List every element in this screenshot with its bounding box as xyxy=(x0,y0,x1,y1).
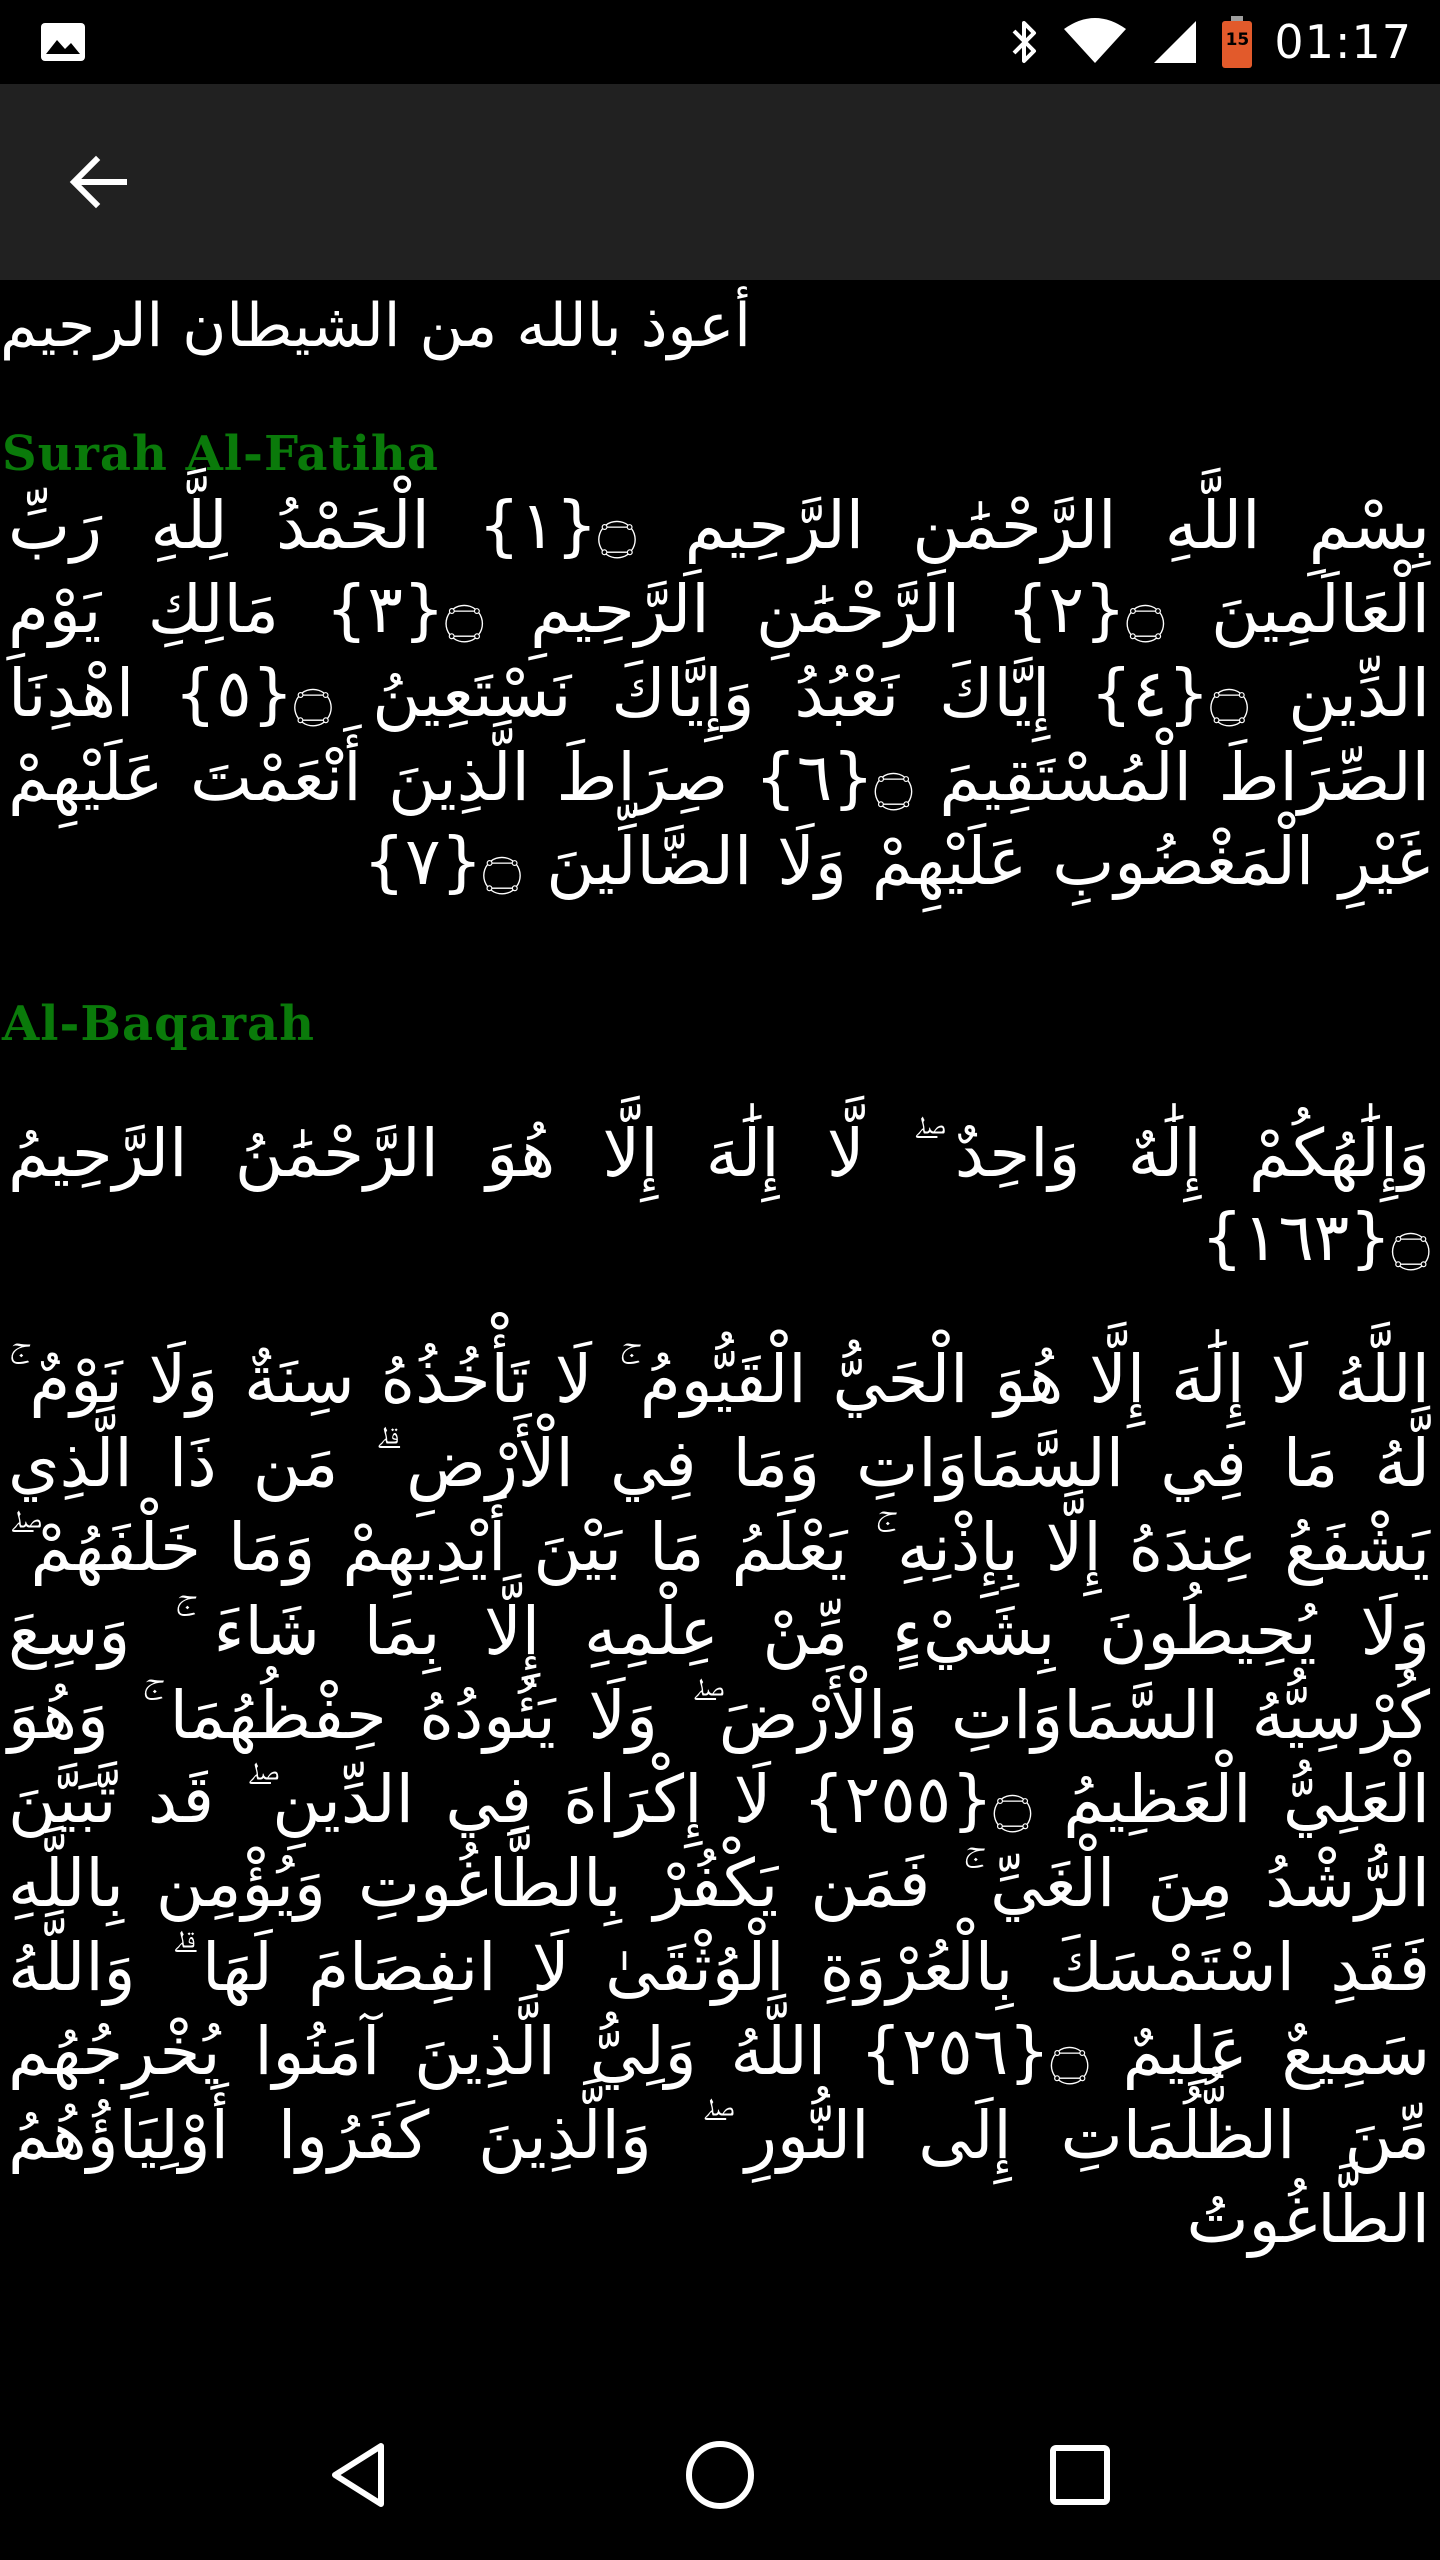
wifi-icon xyxy=(1062,17,1128,67)
nav-back-triangle-icon xyxy=(325,2440,395,2510)
status-bar xyxy=(0,0,1440,84)
bluetooth-icon xyxy=(1010,17,1040,67)
status-icons xyxy=(1010,0,1412,84)
image-icon xyxy=(40,22,86,62)
battery-level: 15 xyxy=(1225,30,1250,50)
battery-icon xyxy=(1222,16,1252,68)
cellular-signal-icon xyxy=(1150,17,1200,67)
back-button[interactable] xyxy=(52,136,144,228)
verse-block-baqarah-163: وَإِلَٰهُكُمْ إِلَٰهٌ وَاحِدٌ ۖ لَّا إِلَٰهَ إِلَّا هُوَ الرَّحْمَٰنُ الرَّحِيمُ ۝{١٦٣} xyxy=(8,1115,1430,1276)
taawwudh-text: أعوذ بالله من الشيطان الرجيم xyxy=(0,291,751,361)
status-time: 01:17 xyxy=(1274,15,1412,69)
arrow-back-icon xyxy=(66,150,130,214)
surah-title-baqarah: Al-Baqarah xyxy=(2,996,316,1052)
navigation-bar xyxy=(0,2390,1440,2560)
nav-back-button[interactable] xyxy=(310,2425,410,2525)
verse-block-baqarah-255: اللَّهُ لَا إِلَٰهَ إِلَّا هُوَ الْحَيُّ الْقَيُّومُ ۚ لَا تَأْخُذُهُ سِنَةٌ وَلَا نَوْمٌ ۚ لَّهُ مَا فِي السَّمَاوَاتِ وَمَا فِي الْأَرْضِ ۗ مَن ذَا الَّذِي يَشْفَعُ عِندَهُ إِلَّا بِإِذْنِهِ ۚ يَعْلَمُ مَا بَيْنَ أَيْدِيهِمْ وَمَا خَلْفَهُمْ ۖ وَلَا يُحِيطُونَ بِشَيْءٍ مِّنْ عِلْمِهِ إِلَّا بِمَا شَاءَ ۚ وَسِعَ كُرْسِيُّهُ السَّمَاوَاتِ وَالْأَرْضَ ۖ وَلَا يَئُودُهُ حِفْظُهُمَا ۚ وَهُوَ الْعَلِيُّ الْعَظِيمُ ۝{٢٥٥} لَا إِكْرَاهَ فِي الدِّينِ ۖ قَد تَّبَيَّنَ الرُّشْدُ مِنَ الْغَيِّ ۚ فَمَن يَكْفُرْ بِالطَّاغُوتِ وَيُؤْمِن بِاللَّهِ فَقَدِ اسْتَمْسَكَ بِالْعُرْوَةِ الْوُثْقَىٰ لَا انفِصَامَ لَهَا ۗ وَاللَّهُ سَمِيعٌ عَلِيمٌ ۝{٢٥٦} اللَّهُ وَلِيُّ الَّذِينَ آمَنُوا يُخْرِجُهُم مِّنَ الظُّلُمَاتِ إِلَى النُّورِ ۖ وَالَّذِينَ كَفَرُوا أَوْلِيَاؤُهُمُ الطَّاغُوتُ xyxy=(8,1341,1431,2258)
surah-title-fatiha: Surah Al-Fatiha xyxy=(2,426,439,482)
nav-home-circle-icon xyxy=(683,2438,757,2512)
verse-block-fatiha: بِسْمِ اللَّهِ الرَّحْمَٰنِ الرَّحِيمِ ۝{١} الْحَمْدُ لِلَّهِ رَبِّ الْعَالَمِينَ ۝{٢} الرَّحْمَٰنِ الرَّحِيمِ ۝{٣} مَالِكِ يَوْمِ الدِّينِ ۝{٤} إِيَّاكَ نَعْبُدُ وَإِيَّاكَ نَسْتَعِينُ ۝{٥} اهْدِنَا الصِّرَاطَ الْمُسْتَقِيمَ ۝{٦} صِرَاطَ الَّذِينَ أَنْعَمْتَ عَلَيْهِمْ غَيْرِ الْمَغْضُوبِ عَلَيْهِمْ وَلَا الضَّالِّينَ ۝{٧} xyxy=(8,487,1430,900)
nav-home-button[interactable] xyxy=(670,2425,770,2525)
quran-reader-content[interactable] xyxy=(0,280,1440,2390)
nav-recents-button[interactable] xyxy=(1030,2425,1130,2525)
nav-recents-square-icon xyxy=(1047,2442,1113,2508)
app-bar xyxy=(0,84,1440,280)
